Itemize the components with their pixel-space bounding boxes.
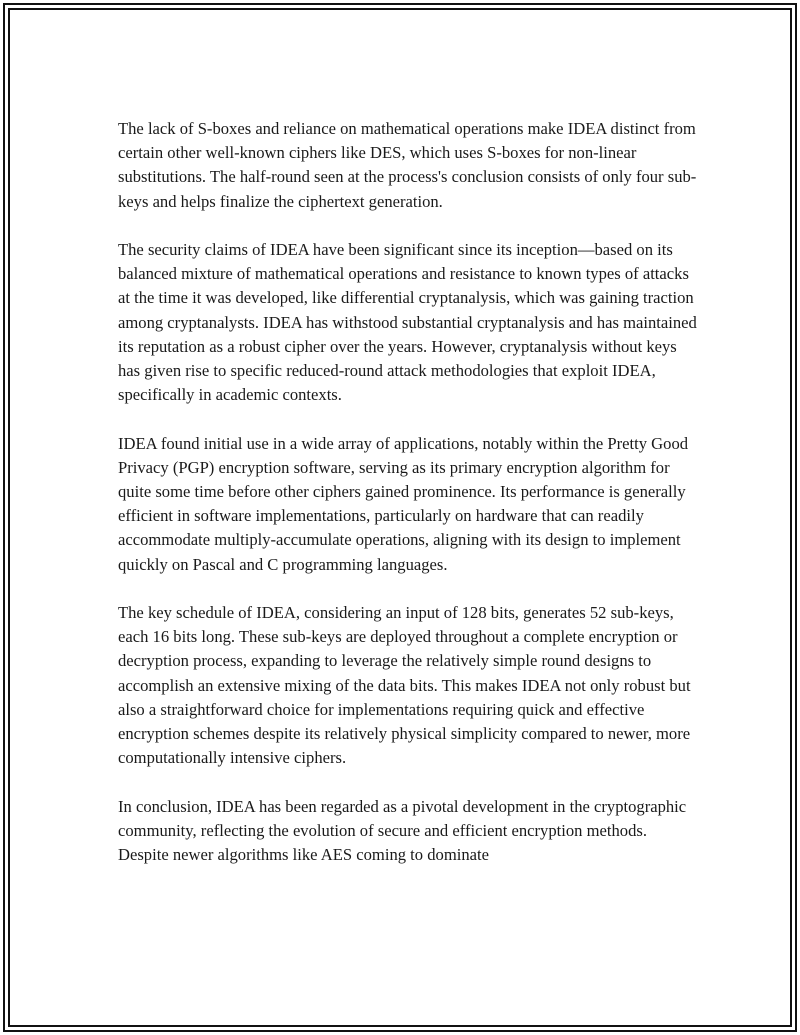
paragraph-sboxes: The lack of S-boxes and reliance on mathematical operations make IDEA distinct from certain other well-known ciphers like DES, which uses S-boxes for non-linear substitutions. The half-round seen at the process's conclusion consists of only four sub-keys and helps finalize the ciphertext generation. (118, 119, 697, 211)
document-body (118, 117, 700, 867)
paragraph-applications: IDEA found initial use in a wide array of applications, notably within the Pretty Good Privacy (PGP) encryption software, serving as its primary encryption algorithm for quite some time before other ciphers gained prominence. Its performance is generally efficient in software implementations, particularly on hardware that can readily accommodate multiply-accumulate operations, aligning with its design to implement quickly on Pascal and C programming languages. (118, 433, 689, 574)
paragraph-security-claims: The security claims of IDEA have been significant since its inception—based on its balanced mixture of mathematical operations and resistance to known types of attacks at the time it was developed, like differential cryptanalysis, which was gaining traction among cryptanalysts. IDEA has withstood substantial cryptanalysis and has maintained its reputation as a robust cipher over the years. However, cryptanalysis without keys has given rise to specific reduced-round attack methodologies that exploit IDEA, specifically in academic contexts. (118, 240, 697, 405)
paragraph-conclusion: In conclusion, IDEA has been regarded as a pivotal development in the cryptographic community, reflecting the evolution of secure and efficient encryption methods. Despite newer algorithms like AES coming to dominate (118, 796, 687, 865)
paragraph-key-schedule: The key schedule of IDEA, considering an input of 128 bits, generates 52 sub-keys, each 16 bits long. These sub-keys are deployed throughout a complete encryption or decryption process, expanding to leverage the relatively simple round designs to accomplish an extensive mixing of the data bits. This makes IDEA not only robust but also a straightforward choice for implementations requiring quick and effective encryption schemes despite its relatively physical simplicity compared to newer, more computationally intensive ciphers. (118, 603, 691, 768)
